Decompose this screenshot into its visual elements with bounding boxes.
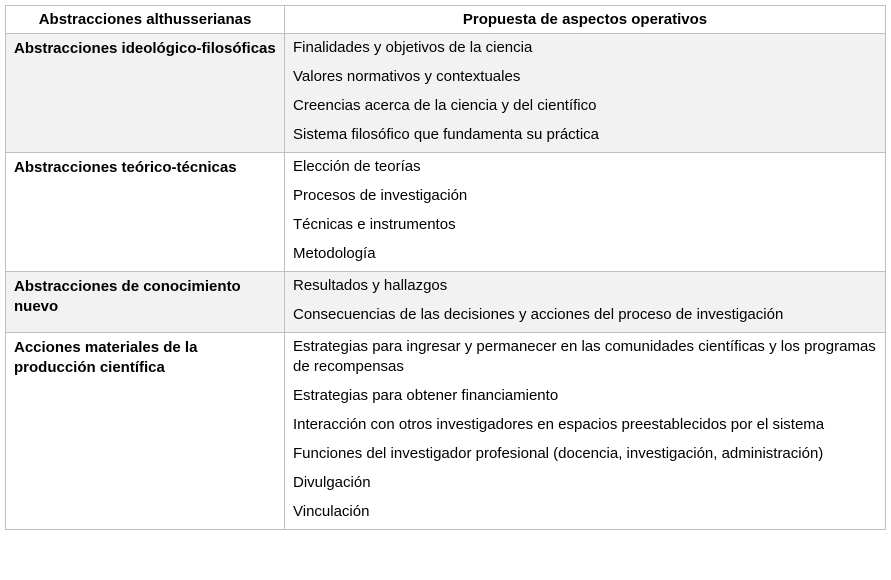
row-label: Abstracciones de conocimiento nuevo	[6, 272, 285, 333]
abstractions-table	[5, 5, 886, 530]
list-item: Sistema filosófico que fundamenta su práctica	[293, 126, 599, 143]
list-item: Técnicas e instrumentos	[293, 216, 456, 233]
list-item: Procesos de investigación	[293, 187, 468, 204]
row-label: Acciones materiales de la producción científica	[6, 333, 285, 530]
row-label: Abstracciones teórico-técnicas	[6, 153, 285, 272]
list-item: Vinculación	[293, 503, 370, 520]
list-item: Divulgación	[293, 474, 371, 491]
list-item: Interacción con otros investigadores en espacios preestablecidos por el sistema	[293, 416, 825, 433]
row-items	[285, 153, 886, 272]
row-items	[285, 34, 886, 153]
list-item: Funciones del investigador profesional (docencia, investigación, administración)	[293, 445, 824, 462]
list-item: Consecuencias de las decisiones y acciones del proceso de investigación	[293, 306, 784, 323]
list-item: Elección de teorías	[293, 158, 421, 175]
list-item: Estrategias para ingresar y permanecer en las comunidades científicas y los programas de recompensas	[293, 338, 876, 375]
table-row	[6, 272, 886, 333]
list-item: Finalidades y objetivos de la ciencia	[293, 39, 533, 56]
header-row	[6, 6, 886, 34]
list-item: Valores normativos y contextuales	[293, 68, 521, 85]
row-label: Abstracciones ideológico-filosóficas	[6, 34, 285, 153]
header-operative-aspects: Propuesta de aspectos operativos	[285, 6, 886, 34]
header-abstractions: Abstracciones althusserianas	[6, 6, 285, 34]
list-item: Estrategias para obtener financiamiento	[293, 387, 559, 404]
row-items	[285, 272, 886, 333]
table-row	[6, 34, 886, 153]
row-items	[285, 333, 886, 530]
table-row	[6, 153, 886, 272]
table-row	[6, 333, 886, 530]
list-item: Resultados y hallazgos	[293, 277, 448, 294]
list-item: Creencias acerca de la ciencia y del científico	[293, 97, 597, 114]
list-item: Metodología	[293, 245, 376, 262]
